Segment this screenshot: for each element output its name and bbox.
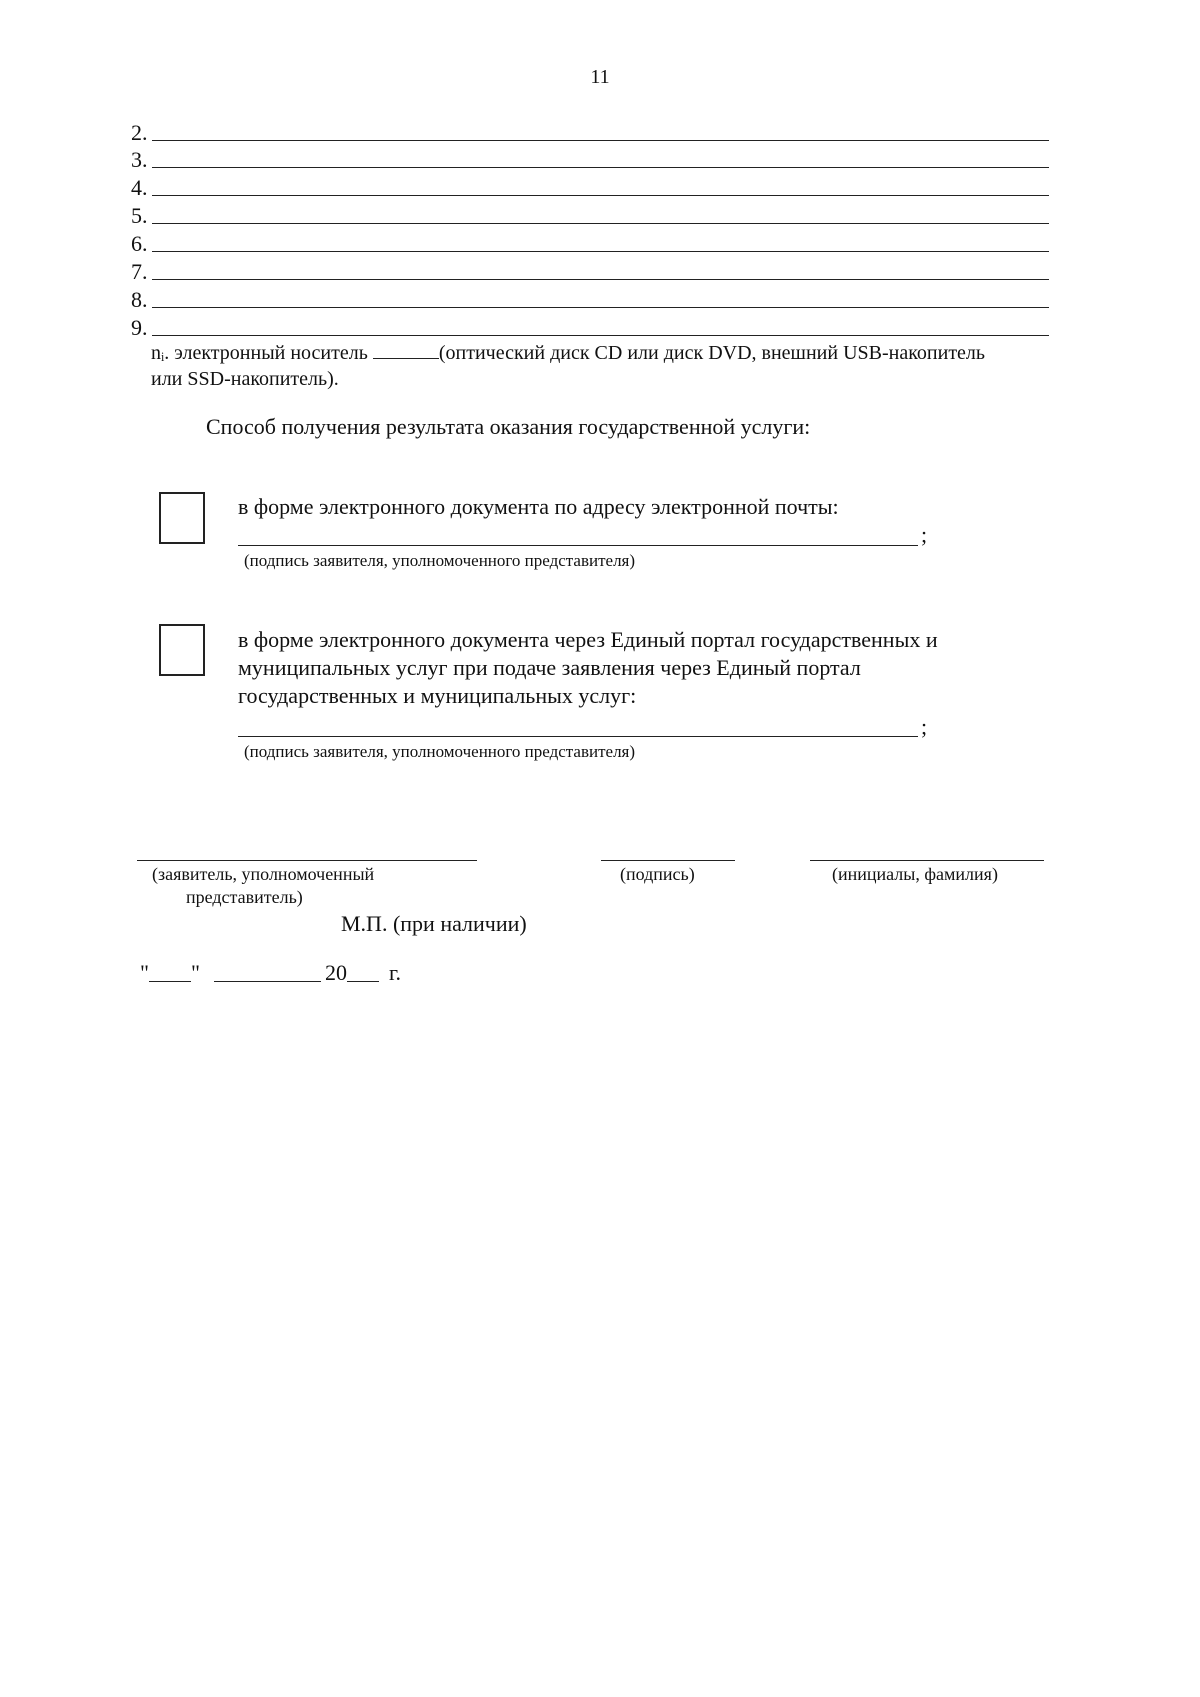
date-open-quote: " bbox=[140, 960, 149, 985]
page-number: 11 bbox=[590, 66, 610, 88]
line-number: 6. bbox=[131, 231, 148, 256]
year-prefix: 20 bbox=[324, 960, 347, 985]
portal-signature-caption: (подпись заявителя, уполномоченного представителя) bbox=[244, 742, 636, 761]
line-rule bbox=[152, 307, 1050, 308]
signature-line[interactable] bbox=[601, 860, 735, 861]
name-line[interactable] bbox=[810, 860, 1044, 861]
line-number: 8. bbox=[131, 287, 148, 312]
line-number: 2. bbox=[131, 120, 148, 145]
day-blank[interactable] bbox=[149, 980, 191, 982]
line-number: 3. bbox=[131, 147, 148, 172]
month-blank[interactable] bbox=[214, 980, 321, 982]
name-caption: (инициалы, фамилия) bbox=[832, 864, 998, 884]
email-option-checkbox[interactable] bbox=[159, 492, 205, 544]
seal-mark: М.П. (при наличии) bbox=[341, 911, 527, 936]
line-rule bbox=[152, 167, 1050, 168]
portal-option-checkbox[interactable] bbox=[159, 624, 205, 676]
email-option-label: в форме электронного документа по адресу электронной почты: bbox=[238, 494, 839, 519]
media-prefix: nᵢ. электронный носитель bbox=[151, 342, 368, 364]
line-rule bbox=[152, 279, 1050, 280]
portal-signature-line[interactable] bbox=[238, 736, 918, 737]
portal-option-label bbox=[238, 626, 1038, 710]
result-method-title: Способ получения результата оказания государственной услуги: bbox=[206, 414, 811, 439]
electronic-media-item bbox=[151, 340, 1081, 392]
date-close-quote: " bbox=[190, 960, 200, 985]
line-number: 9. bbox=[131, 315, 148, 340]
numbered-line[interactable] bbox=[131, 171, 1049, 199]
numbered-line[interactable] bbox=[131, 227, 1049, 255]
applicant-caption: (заявитель, уполномоченный bbox=[152, 864, 375, 884]
line-rule bbox=[152, 335, 1050, 336]
numbered-line[interactable] bbox=[131, 283, 1049, 311]
year-suffix: г. bbox=[388, 960, 402, 985]
email-signature-caption: (подпись заявителя, уполномоченного представителя) bbox=[244, 551, 636, 570]
line-number: 4. bbox=[131, 175, 148, 200]
line-rule bbox=[152, 195, 1050, 196]
applicant-caption-continued: представитель) bbox=[186, 887, 303, 907]
numbered-line[interactable] bbox=[131, 143, 1049, 171]
line-rule bbox=[152, 223, 1050, 224]
email-signature-line[interactable] bbox=[238, 545, 918, 546]
line-number: 7. bbox=[131, 259, 148, 284]
date-line bbox=[140, 960, 401, 986]
line-number: 5. bbox=[131, 203, 148, 228]
numbered-line[interactable] bbox=[131, 199, 1049, 227]
line-rule bbox=[152, 251, 1050, 252]
signature-caption: (подпись) bbox=[620, 864, 695, 884]
email-semicolon: ; bbox=[921, 522, 928, 547]
numbered-line[interactable] bbox=[131, 255, 1049, 283]
year-blank[interactable] bbox=[347, 980, 379, 982]
numbered-line[interactable] bbox=[131, 116, 1049, 144]
media-count-blank[interactable] bbox=[373, 357, 439, 359]
portal-option-line: государственных и муниципальных услуг: bbox=[238, 683, 637, 708]
line-rule bbox=[152, 140, 1050, 141]
portal-option-line: муниципальных услуг при подаче заявления через Единый портал bbox=[238, 655, 861, 680]
media-types: (оптический диск CD или диск DVD, внешний USB-накопитель bbox=[438, 342, 986, 364]
portal-semicolon: ; bbox=[921, 714, 928, 739]
numbered-line[interactable] bbox=[131, 311, 1049, 339]
applicant-line[interactable] bbox=[137, 860, 477, 861]
portal-option-line: в форме электронного документа через Единый портал государственных и bbox=[238, 627, 938, 652]
media-types-continued: или SSD-накопитель). bbox=[151, 368, 339, 390]
